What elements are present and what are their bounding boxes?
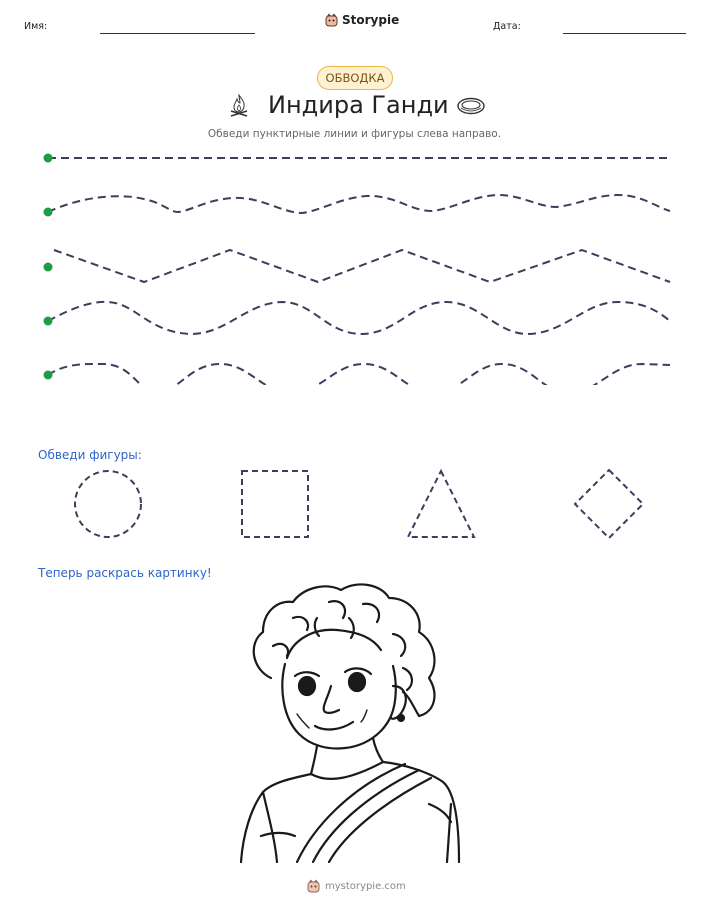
brand-name: Storypie [342,13,400,27]
start-dot-4 [44,317,53,326]
trace-line-zigzag [54,250,670,282]
start-dot-1 [44,154,53,163]
storypie-footer-logo-icon [307,879,320,893]
indira-gandhi-coloring-icon[interactable] [233,578,473,863]
brand [325,13,399,27]
tracing-area[interactable] [0,145,709,385]
name-line[interactable] [100,33,255,34]
trace-square [242,471,308,537]
page-title: Индира Ганди [268,91,449,119]
shapes-area[interactable] [0,465,709,545]
instructions: Обведи пунктирные линии и фигуры слева направо. [207,128,502,140]
ring-icon [456,96,486,116]
storypie-logo-icon [325,13,338,27]
coloring-label: Теперь раскрась картинку! [38,566,212,580]
start-dot-3 [44,263,53,272]
trace-line-wave-2 [48,302,670,334]
shapes-label: Обведи фигуры: [38,448,142,462]
start-dot-5 [44,371,53,380]
trace-triangle [408,471,474,537]
footer-url[interactable]: mystorypie.com [325,880,406,892]
start-dot-2 [44,208,53,217]
activity-badge: ОБВОДКА [317,66,393,90]
date-label: Дата: [493,21,521,32]
trace-line-wave-1 [48,195,670,213]
name-label: Имя: [24,21,48,32]
footer [307,879,406,893]
campfire-icon [228,93,250,119]
trace-line-wave-3 [48,364,670,385]
trace-diamond [575,470,643,538]
date-line[interactable] [563,33,686,34]
trace-circle [75,471,141,537]
